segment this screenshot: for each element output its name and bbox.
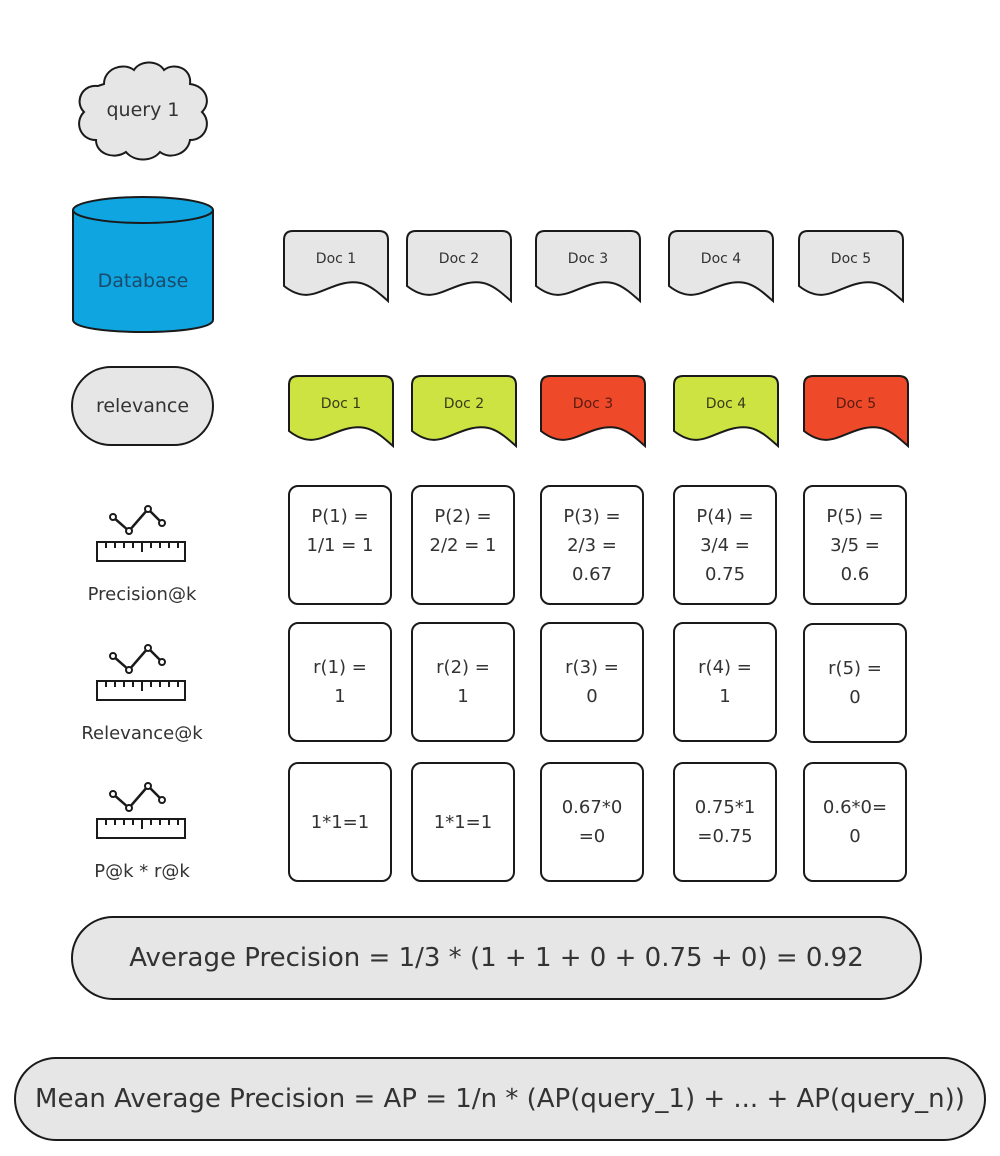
metric-label: Precision@k [87,584,197,605]
judged-doc-5-not-relevant: Doc 5 [803,375,909,447]
relevance-cell-4: r(4) = 1 [673,622,777,742]
database-cylinder [72,196,214,334]
retrieved-doc-3: Doc 3 [535,230,641,302]
relevance-cell-2: r(2) = 1 [411,622,515,742]
judged-doc-2-relevant: Doc 2 [411,375,517,447]
relevance-label-pill [71,366,214,446]
product-cell-2: 1*1=1 [411,762,515,882]
metric-relevance-at-k [67,643,217,744]
metric-precision-at-k [67,504,217,605]
metric-p-times-r [67,781,217,882]
precision-cell-2: P(2) = 2/2 = 1 [411,485,515,605]
product-cell-3: 0.67*0 =0 [540,762,644,882]
retrieved-doc-5: Doc 5 [798,230,904,302]
relevance-label: relevance [95,395,190,417]
judged-doc-1-relevant: Doc 1 [288,375,394,447]
product-cell-5: 0.6*0= 0 [803,762,907,882]
relevance-cell-1: r(1) = 1 [288,622,392,742]
precision-cell-3: P(3) = 2/3 = 0.67 [540,485,644,605]
judged-doc-4-relevant: Doc 4 [673,375,779,447]
database-label: Database [97,270,189,292]
chart-ruler-icon [96,643,188,703]
retrieved-doc-4: Doc 4 [668,230,774,302]
query-label: query 1 [106,99,180,121]
product-cell-1: 1*1=1 [288,762,392,882]
chart-ruler-icon [96,781,188,841]
precision-cell-4: P(4) = 3/4 = 0.75 [673,485,777,605]
relevance-cell-5: r(5) = 0 [803,623,907,743]
metric-label: P@k * r@k [94,861,190,882]
judged-doc-3-not-relevant: Doc 3 [540,375,646,447]
retrieved-doc-1: Doc 1 [283,230,389,302]
precision-cell-1: P(1) = 1/1 = 1 [288,485,392,605]
chart-ruler-icon [96,504,188,564]
query-cloud [74,58,212,162]
precision-cell-5: P(5) = 3/5 = 0.6 [803,485,907,605]
product-cell-4: 0.75*1 =0.75 [673,762,777,882]
mean-average-precision-formula: Mean Average Precision = AP = 1/n * (AP(query_1) + ... + AP(query_n)) [14,1057,986,1141]
metric-label: Relevance@k [81,723,203,744]
retrieved-doc-2: Doc 2 [406,230,512,302]
average-precision-formula: Average Precision = 1/3 * (1 + 1 + 0 + 0.75 + 0) = 0.92 [71,916,922,1000]
relevance-cell-3: r(3) = 0 [540,622,644,742]
